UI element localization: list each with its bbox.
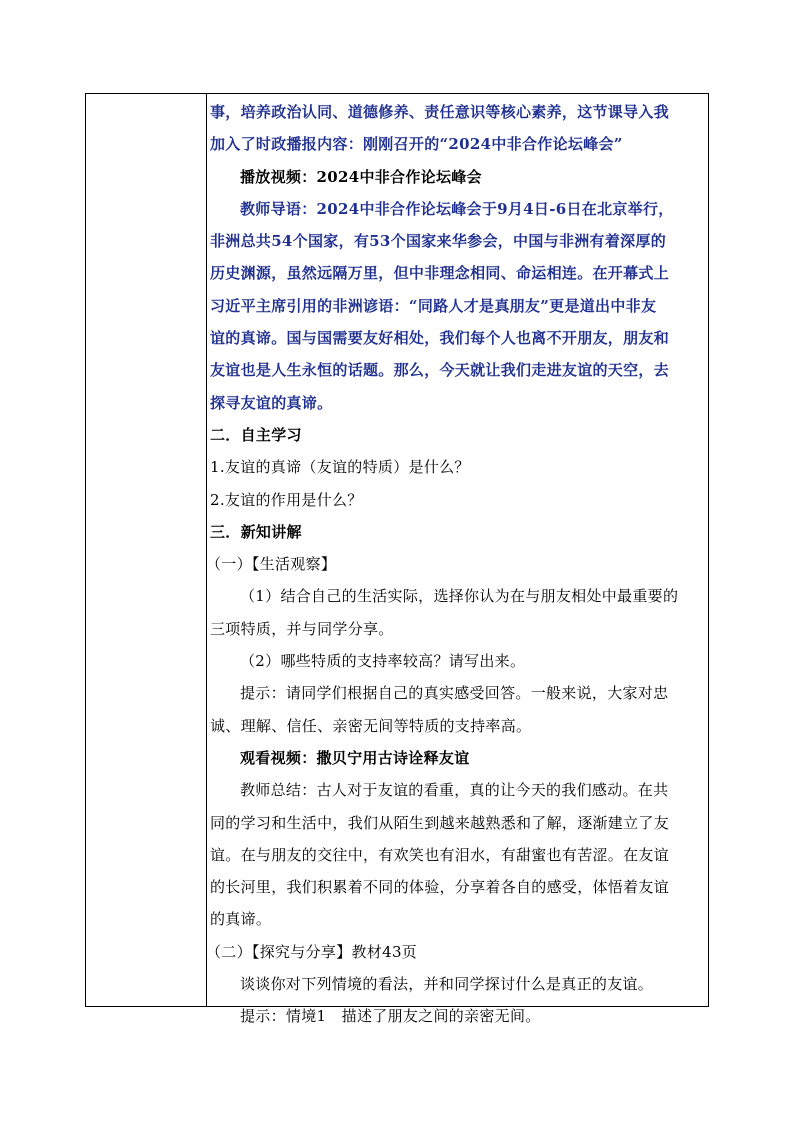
text-line: 的真谛。: [210, 910, 272, 929]
text-line: 同的学习和生活中，我们从陌生到越来越熟悉和了解，逐渐建立了友: [210, 813, 670, 832]
text-line: 提示：请同学们根据自己的真实感受回答。一般来说，大家对忠: [240, 684, 669, 703]
text-line: 二．自主学习: [210, 425, 302, 444]
text-line: 探寻友谊的真谛。: [210, 393, 333, 412]
text-line: 谊的真谛。国与国需要友好相处，我们每个人也离不开朋友，朋友和: [210, 329, 670, 348]
text-line: 友谊也是人生永恒的话题。那么，今天就让我们走进友谊的天空，去: [210, 361, 670, 380]
text-line: 的长河里，我们积累着不同的体验，分享着各自的感受，体悟着友谊: [210, 878, 670, 897]
text-line: 教师导语：2024中非合作论坛峰会于9月4日-6日在北京举行，: [240, 199, 674, 218]
text-line: （二）【探究与分享】教材43页: [206, 942, 418, 961]
text-line: 三．新知讲解: [210, 522, 302, 541]
text-line: 非洲总共54个国家，有53个国家来华参会，中国与非洲有着深厚的: [210, 232, 667, 251]
text-line: 历史渊源，虽然远隔万里，但中非理念相同、命运相连。在开幕式上: [210, 264, 670, 283]
text-line: 观看视频：撒贝宁用古诗诠释友谊: [240, 748, 470, 767]
text-line: 加入了时政播报内容：刚刚召开的“2024中非合作论坛峰会”: [210, 135, 623, 154]
text-line: 谈谈你对下列情境的看法，并和同学探讨什么是真正的友谊。: [240, 975, 654, 994]
text-line: （1）结合自己的生活实际，选择你认为在与朋友相处中最重要的: [240, 587, 679, 606]
text-line: 2.友谊的作用是什么？: [210, 490, 363, 509]
text-line: 1.友谊的真谛（友谊的特质）是什么？: [210, 458, 470, 477]
text-line: 播放视频：2024中非合作论坛峰会: [240, 167, 482, 186]
text-line: 习近平主席引用的非洲谚语：“同路人才是真朋友”更是道出中非友: [210, 296, 657, 315]
text-line: 教师总结：古人对于友谊的看重，真的让今天的我们感动。在共: [240, 781, 669, 800]
text-line: 诚、理解、信任、亲密无间等特质的支持率高。: [210, 716, 532, 735]
text-line: 谊。在与朋友的交往中，有欢笑也有泪水，有甜蜜也有苦涩。在友谊: [210, 845, 670, 864]
text-line: 事，培养政治认同、道德修养、责任意识等核心素养，这节课导入我: [210, 103, 670, 121]
text-line: 三项特质，并与同学分享。: [210, 619, 394, 638]
text-line: 提示：情境1 描述了朋友之间的亲密无间。: [240, 1007, 541, 1026]
text-line: （2）哪些特质的支持率较高？请写出来。: [240, 652, 526, 671]
lesson-content: [206, 96, 702, 1033]
text-line: （一）【生活观察】: [206, 555, 337, 574]
left-column-cell: [86, 94, 207, 1006]
lesson-plan-table: [85, 93, 709, 1026]
